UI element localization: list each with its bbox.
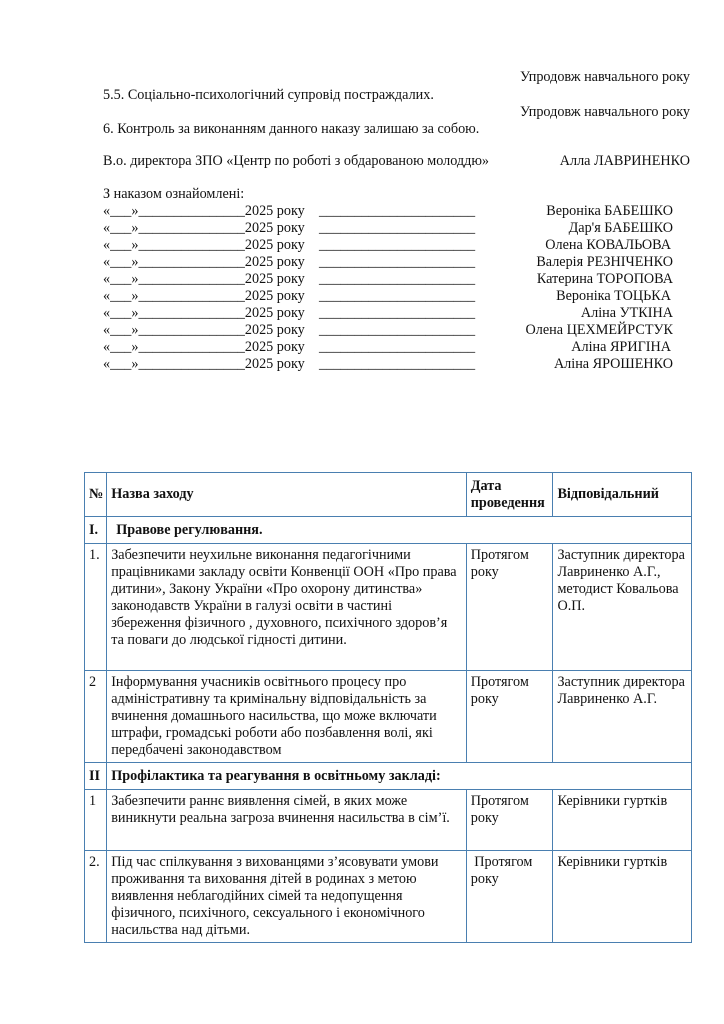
section-row <box>85 517 692 544</box>
signature-row <box>103 356 673 373</box>
plan-table <box>84 472 692 943</box>
signatory-name: Валерія РЕЗНІЧЕНКО <box>536 254 673 270</box>
date-blank: «___»_______________2025 року <box>103 322 305 338</box>
header-responsible: Відповідальний <box>553 473 692 517</box>
signature-row <box>103 288 673 305</box>
table-header-row <box>85 473 692 517</box>
timing-text-1: Упродовж навчального року <box>519 69 690 85</box>
header-date: Дата проведення <box>466 473 553 517</box>
signature-line: ______________________ <box>319 271 476 287</box>
signature-row <box>103 305 673 322</box>
signature-row <box>103 339 673 356</box>
signature-line: ______________________ <box>319 356 476 372</box>
row-responsible: Керівники гуртків <box>553 790 692 851</box>
section-row <box>85 763 692 790</box>
signature-line: ______________________ <box>319 254 476 270</box>
signature-line: ______________________ <box>319 288 476 304</box>
signatory-name: Вероніка БАБЕШКО <box>546 203 673 219</box>
signatory-name: Олена ЦЕХМЕЙРСТУК <box>525 322 673 338</box>
row-date: Протягом року <box>466 851 553 943</box>
signature-row <box>103 220 673 237</box>
signature-row <box>103 254 673 271</box>
table-row <box>85 671 692 763</box>
row-responsible: Керівники гуртків <box>553 851 692 943</box>
row-date: Протягом року <box>466 790 553 851</box>
signature-row <box>103 237 673 254</box>
signature-line: ______________________ <box>319 305 476 321</box>
section-title: Профілактика та реагування в освітньому закладі: <box>107 763 692 790</box>
row-name: Забезпечити раннє виявлення сімей, в яких може виникнути реальна загроза вчинення насильства в сім’ї. <box>107 790 467 851</box>
date-blank: «___»_______________2025 року <box>103 237 305 253</box>
signatory-name: Аліна ЯРОШЕНКО <box>553 356 673 372</box>
acknowledgement-heading: З наказом ознайомлені: <box>103 186 245 202</box>
signature-row <box>103 203 673 220</box>
signature-line: ______________________ <box>319 220 476 236</box>
signatory-name: Дар'я БАБЕШКО <box>568 220 673 236</box>
table-row <box>85 851 692 943</box>
signatory-name: Вероніка ТОЦЬКА <box>556 288 671 304</box>
date-blank: «___»_______________2025 року <box>103 339 305 355</box>
date-blank: «___»_______________2025 року <box>103 203 305 219</box>
signature-line: ______________________ <box>319 203 476 219</box>
director-name: Алла ЛАВРИНЕНКО <box>559 153 690 169</box>
signature-line: ______________________ <box>319 322 476 338</box>
item-5-5: 5.5. Соціально-психологічний супровід постраждалих. <box>103 87 434 103</box>
row-date: Протягом року <box>466 544 553 671</box>
section-number: I. <box>85 517 107 544</box>
signature-line: ______________________ <box>319 237 476 253</box>
table-row <box>85 790 692 851</box>
row-date: Протягом року <box>466 671 553 763</box>
signature-row <box>103 322 673 339</box>
row-name: Інформування учасників освітнього процесу про адміністративну та кримінальну відповідальність за вчинення домашнього насильства, що може включати штрафи, громадські роботи або позбавлення волі, які передбачені законодавством <box>107 671 467 763</box>
item-6: 6. Контроль за виконанням данного наказу залишаю за собою. <box>103 121 480 137</box>
signatory-name: Аліна ЯРИГІНА <box>571 339 671 355</box>
section-title: Правове регулювання. <box>107 517 692 544</box>
header-number: № <box>85 473 107 517</box>
row-name: Забезпечити неухильне виконання педагогічними працівниками закладу освіти Конвенції ООН «Про права дитини», Закону України «Про охорону дитинства» законодавств України в галузі освіти в частині збереження фізичного , духовного, психічного здоров’я та поваги до людської гідності дитини. <box>107 544 467 671</box>
header-name: Назва заходу <box>107 473 467 517</box>
row-number: 1. <box>85 544 107 671</box>
date-blank: «___»_______________2025 року <box>103 220 305 236</box>
date-blank: «___»_______________2025 року <box>103 254 305 270</box>
date-blank: «___»_______________2025 року <box>103 271 305 287</box>
section-number: II <box>85 763 107 790</box>
table-row <box>85 544 692 671</box>
signature-row <box>103 271 673 288</box>
director-title: В.о. директора ЗПО «Центр по роботі з обдарованою молоддю» <box>103 153 490 169</box>
date-blank: «___»_______________2025 року <box>103 305 305 321</box>
date-blank: «___»_______________2025 року <box>103 288 305 304</box>
row-number: 2. <box>85 851 107 943</box>
date-blank: «___»_______________2025 року <box>103 356 305 372</box>
row-number: 2 <box>85 671 107 763</box>
signature-line: ______________________ <box>319 339 476 355</box>
row-name: Під час спілкування з вихованцями з’ясовувати умови проживання та виховання дітей в родинах з метою виявлення неблагодійних сімей та недопущення фізичного, психічного, сексуального і економічного насильства над дітьми. <box>107 851 467 943</box>
signatory-name: Катерина ТОРОПОВА <box>536 271 673 287</box>
row-responsible: Заступник директора Лавриненко А.Г. <box>553 671 692 763</box>
timing-text-2: Упродовж навчального року <box>519 104 690 120</box>
signatory-name: Олена КОВАЛЬОВА <box>545 237 671 253</box>
signatory-name: Аліна УТКІНА <box>580 305 673 321</box>
row-number: 1 <box>85 790 107 851</box>
row-responsible: Заступник директора Лавриненко А.Г., методист Ковальова О.П. <box>553 544 692 671</box>
